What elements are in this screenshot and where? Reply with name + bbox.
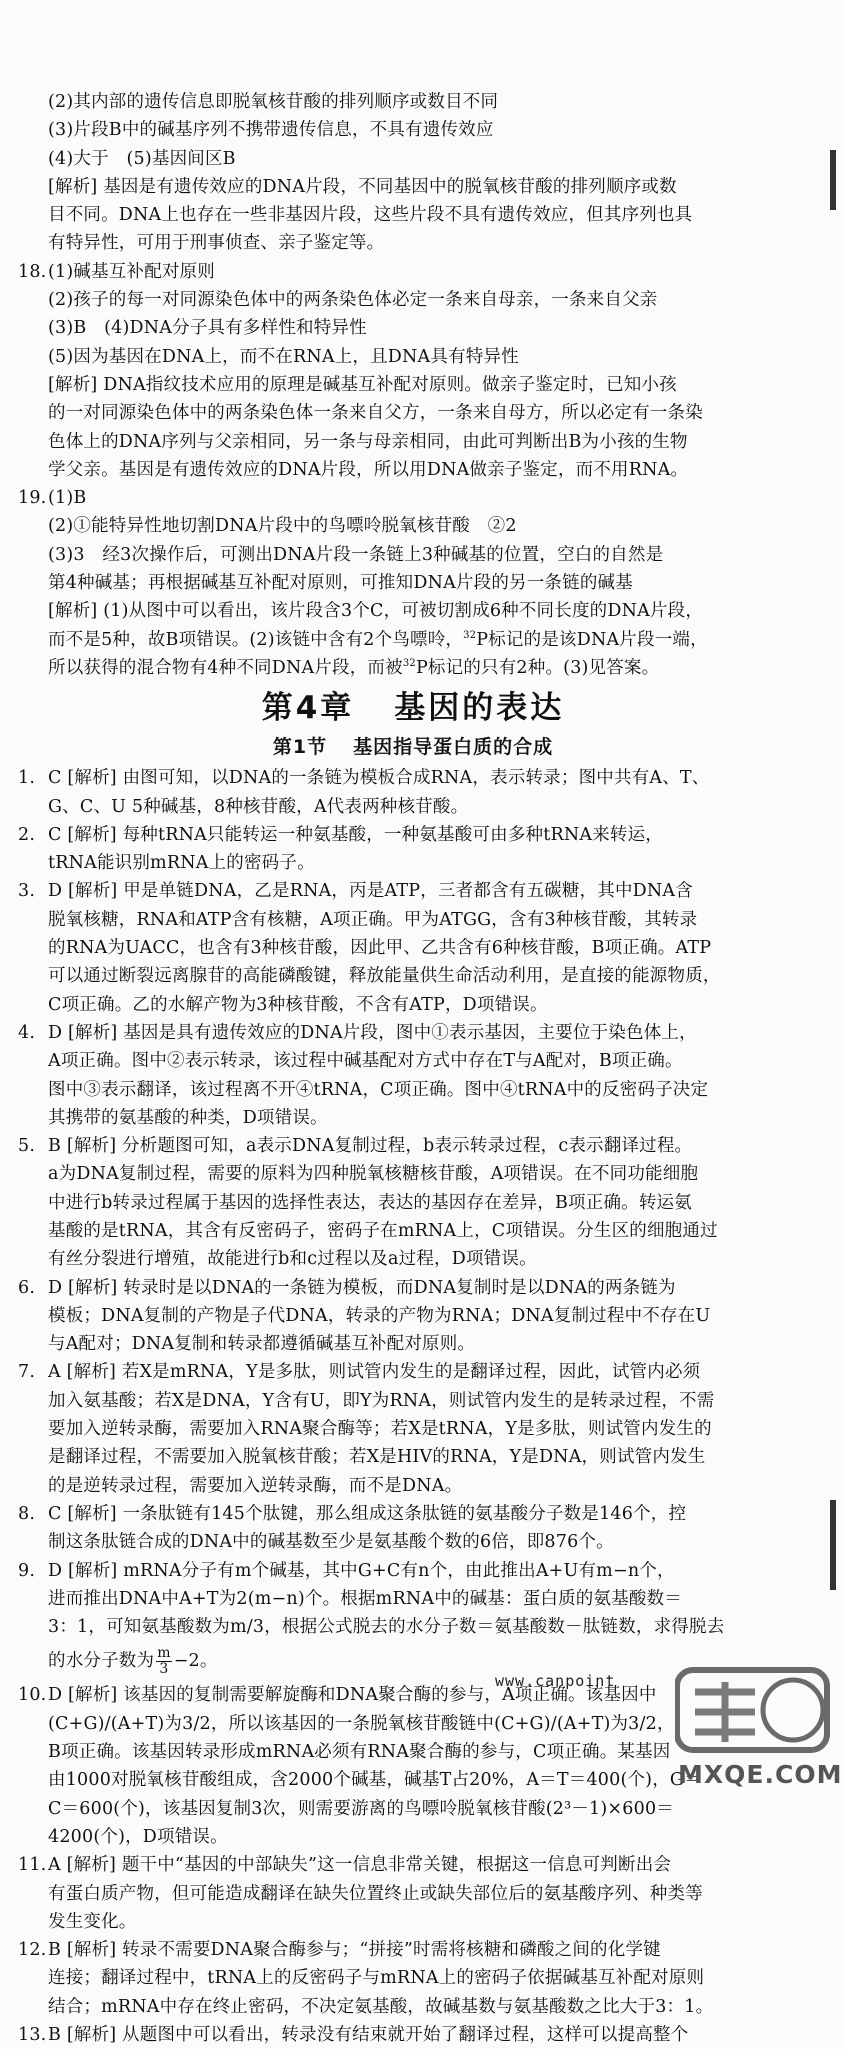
text-span: 制这条肽链合成的DNA中的碱基数至少是氨基酸个数的6倍，即876个。 — [48, 1532, 614, 1553]
text-line: [解析] 基因是有遗传效应的DNA片段，不同基因中的脱氧核苷酸的排列顺序或数 — [48, 176, 677, 197]
answer-number: 11. — [18, 1855, 47, 1876]
text-span: 所以获得的混合物有4种不同DNA片段，而被 — [48, 657, 403, 678]
text-span: 4200(个)，D项错误。 — [48, 1826, 228, 1847]
text-line — [18, 1104, 808, 1132]
text-line: 有特异性，可用于刑事侦查、亲子鉴定等。 — [48, 233, 385, 254]
text-line — [18, 1528, 808, 1556]
section-name: 基因指导蛋白质的合成 — [353, 736, 554, 759]
text-span: 3：1，可知氨基酸数为m/3，根据公式脱去的水分子数＝氨基酸数－肽链数，求得脱去 — [48, 1617, 725, 1638]
text-span: (C+G)/(A+T)为3/2，所以该基因的一条脱氧核苷酸链中(C+G)/(A+T)为3/2， — [48, 1713, 675, 1734]
answer-item-line — [18, 764, 808, 792]
answer-item-line — [18, 2021, 808, 2049]
text-span: (1)B — [48, 488, 87, 509]
answer-item-line — [18, 1500, 808, 1528]
answer-number: 4. — [18, 1022, 36, 1043]
text-span: 发生变化。 — [48, 1911, 137, 1932]
text-line: (3)B (4)DNA分子具有多样性和特异性 — [48, 318, 367, 339]
text-line — [18, 1908, 808, 1936]
text-line — [18, 1217, 808, 1245]
text-line: 第4种碱基；再根据碱基互补配对原则，可推知DNA片段的另一条链的碱基 — [48, 573, 633, 594]
text-span: 可以通过断裂远离腺苷的高能磷酸键，释放能量供生命活动利用，是直接的能源物质， — [48, 966, 721, 987]
text-line — [18, 654, 808, 682]
text-line — [18, 1330, 808, 1358]
text-span: 脱氧核糖，RNA和ATP含有核糖，A项正确。甲为ATGG，含有3种核苷酸，其转录 — [48, 909, 698, 930]
text-span: 结合；mRNA中存在终止密码，不决定氨基酸，故碱基数与氨基酸数之比大于3：1。 — [48, 1996, 714, 2017]
text-span: 要加入逆转录酶，需要加入RNA聚合酶等；若X是tRNA，Y是多肽，则试管内发生的 — [48, 1419, 712, 1440]
answer-list — [18, 764, 808, 2049]
text-span: −2。 — [173, 1651, 218, 1672]
answer-item-line — [18, 1936, 808, 1964]
text-line — [18, 991, 808, 1019]
text-line — [18, 626, 808, 654]
text-line: [解析] (1)从图中可以看出，该片段含3个C，可被切割成6种不同长度的DNA片段， — [48, 601, 704, 622]
answer-number: 7. — [18, 1362, 36, 1383]
text-line — [18, 962, 808, 990]
text-span: C＝600(个)，该基因复制3次，则需要游离的鸟嘌呤脱氧核苷酸(2³－1)×600＝ — [48, 1798, 674, 1819]
footer-website: www.canpoint — [495, 1672, 616, 1690]
answer-number: 2. — [18, 824, 36, 845]
answer-number: 12. — [18, 1940, 47, 1961]
text-line — [18, 1964, 808, 1992]
text-span: 有蛋白质产物，但可能造成翻译在缺失位置终止或缺失部位后的氨基酸序列、种类等 — [48, 1883, 703, 1904]
text-line — [18, 793, 808, 821]
text-line — [18, 1613, 808, 1641]
text-line — [18, 1076, 808, 1104]
text-line — [18, 1302, 808, 1330]
text-span: 模板；DNA复制的产物是子代DNA，转录的产物为RNA；DNA复制过程中不存在U — [48, 1305, 711, 1326]
scan-edge-mark — [830, 1500, 836, 1590]
text-span: B项正确。该基因转录形成mRNA必须有RNA聚合酶的参与，C项正确。某基因 — [48, 1742, 671, 1763]
text-line: 的一对同源染色体中的两条染色体一条来自父方，一条来自母方，所以必定有一条染 — [48, 403, 703, 424]
answer-number: 10. — [18, 1685, 47, 1706]
text-line — [18, 1993, 808, 2021]
text-line — [18, 1585, 808, 1613]
text-span: P标记的只有2种。(3)见答案。 — [415, 657, 660, 678]
text-span: 的是逆转录过程，需要加入逆转录酶，而不是DNA。 — [48, 1475, 463, 1496]
text-span: 连接；翻译过程中，tRNA上的反密码子与mRNA上的密码子依据碱基互补配对原则 — [48, 1968, 705, 1989]
text-line — [18, 1189, 808, 1217]
text-span: 的RNA为UACC，也含有3种核苷酸，因此甲、乙共含有6种核苷酸，B项正确。ATP — [48, 938, 712, 959]
text-span: G、C、U 5种碱基，8种核苷酸，A代表两种核苷酸。 — [48, 796, 469, 817]
answer-item-line — [18, 1557, 808, 1585]
text-span: P标记的是该DNA片段一端， — [476, 629, 708, 650]
text-span: 中进行b转录过程属于基因的选择性表达，表达的基因存在差异，B项正确。转运氨 — [48, 1192, 692, 1213]
section-number: 第1节 — [272, 736, 328, 759]
text-span: 其携带的氨基酸的种类，D项错误。 — [48, 1107, 328, 1128]
text-span: C项正确。乙的水解产物为3种核苷酸，不含有ATP，D项错误。 — [48, 994, 548, 1015]
text-line — [18, 1160, 808, 1188]
text-span: 与A配对；DNA复制和转录都遵循碱基互补配对原则。 — [48, 1334, 476, 1355]
answer-number: 5. — [18, 1136, 36, 1157]
section-title — [18, 730, 808, 764]
text-span: D [解析] 该基因的复制需要解旋酶和DNA聚合酶的参与，A项正确。该基因中 — [48, 1685, 657, 1706]
answer-item-line — [18, 1851, 808, 1879]
question-18-line — [18, 258, 808, 286]
text-span: 基酸的是tRNA，其含有反密码子，密码子在mRNA上，C项错误。分生区的细胞通过 — [48, 1220, 718, 1241]
text-line — [18, 849, 808, 877]
watermark-text: MXQE.COM — [678, 1760, 843, 1789]
chapter-number: 第4章 — [261, 690, 355, 727]
text-line — [18, 1415, 808, 1443]
text-span: A [解析] 题干中“基因的中部缺失”这一信息非常关键，根据这一信息可判断出会 — [48, 1855, 672, 1876]
text-line — [18, 1047, 808, 1075]
text-line: (3)3 经3次操作后，可测出DNA片段一条链上3种碱基的位置，空白的自然是 — [48, 544, 664, 565]
text-span: 的水分子数为 — [48, 1651, 155, 1672]
text-line — [18, 1795, 808, 1823]
answer-number: 6. — [18, 1277, 36, 1298]
text-span: 图中③表示翻译，该过程离不开④tRNA，C项正确。图中④tRNA中的反密码子决定 — [48, 1079, 709, 1100]
chapter-name: 基因的表达 — [394, 690, 565, 727]
text-line — [18, 1245, 808, 1273]
superscript: 32 — [463, 629, 477, 641]
text-span: D [解析] 转录时是以DNA的一条链为模板，而DNA复制时是以DNA的两条链为 — [48, 1277, 676, 1298]
answer-number: 13. — [18, 2025, 47, 2045]
text-span: C [解析] 一条肽链有145个肽键，那么组成这条肽链的氨基酸分子数是146个，控 — [48, 1503, 687, 1524]
text-line — [18, 1880, 808, 1908]
text-span: 由1000对脱氧核苷酸组成，含2000个碱基，碱基T占20%，A＝T＝400(个)，G＝ — [48, 1770, 702, 1791]
answer-item-line — [18, 821, 808, 849]
answer-number: 1. — [18, 768, 36, 789]
text-span: (1)碱基互补配对原则 — [48, 261, 215, 282]
question-number: 19. — [18, 488, 47, 509]
chapter-title — [18, 686, 808, 730]
text-line: (2)孩子的每一对同源染色体中的两条染色体必定一条来自母亲，一条来自父亲 — [48, 290, 658, 311]
answer-item-line — [18, 1274, 808, 1302]
text-line — [18, 1823, 808, 1851]
text-span: C [解析] 每种tRNA只能转运一种氨基酸，一种氨基酸可由多种tRNA来转运， — [48, 824, 663, 845]
text-line: (4)大于 (5)基因间区B — [48, 148, 236, 169]
answer-number: 8. — [18, 1503, 36, 1524]
answer-number: 3. — [18, 881, 36, 902]
answer-item-line — [18, 1132, 808, 1160]
text-span: tRNA能识别mRNA上的密码子。 — [48, 853, 315, 874]
text-line: [解析] DNA指纹技术应用的原理是碱基互补配对原则。做亲子鉴定时，已知小孩 — [48, 374, 677, 395]
text-span: 是翻译过程，不需要加入脱氧核苷酸；若X是HIV的RNA，Y是DNA，则试管内发生 — [48, 1447, 706, 1468]
text-line: 目不同。DNA上也存在一些非基因片段，这些片段不具有遗传效应，但其序列也具 — [48, 205, 693, 226]
scan-edge-mark — [830, 150, 836, 210]
text-span: B [解析] 从题图中可以看出，转录没有结束就开始了翻译过程，这样可以提高整个 — [48, 2025, 689, 2045]
text-line — [18, 906, 808, 934]
text-span: D [解析] 甲是单链DNA，乙是RNA，丙是ATP，三者都含有五碳糖，其中DNA含 — [48, 881, 693, 902]
text-span: 进而推出DNA中A+T为2(m−n)个。根据mRNA中的碱基：蛋白质的氨基酸数＝ — [48, 1588, 682, 1609]
answer-item-line — [18, 1019, 808, 1047]
denominator: 3 — [159, 1661, 169, 1678]
text-line — [18, 1472, 808, 1500]
text-line: (2)①能特异性地切割DNA片段中的鸟嘌呤脱氧核苷酸 ②2 — [48, 516, 517, 537]
text-span: 而不是5种，故B项错误。(2)该链中含有2个鸟嘌呤， — [48, 629, 464, 650]
text-span: A项正确。图中②表示转录，该过程中碱基配对方式中存在T与A配对，B项正确。 — [48, 1051, 683, 1072]
question-number: 18. — [18, 261, 47, 282]
text-line: 学父亲。基因是有遗传效应的DNA片段，所以用DNA做亲子鉴定，而不用RNA。 — [48, 459, 689, 480]
text-line: (2)其内部的遗传信息即脱氧核苷酸的排列顺序或数目不同 — [48, 92, 499, 112]
text-span: 加入氨基酸；若X是DNA，Y含有U，即Y为RNA，则试管内发生的是转录过程，不需 — [48, 1390, 715, 1411]
text-span: a为DNA复制过程，需要的原料为四种脱氧核糖核苷酸，A项错误。在不同功能细胞 — [48, 1164, 699, 1185]
answer-number: 9. — [18, 1560, 36, 1581]
answer-item-line — [18, 1358, 808, 1386]
text-span: 有丝分裂进行增殖，故能进行b和c过程以及a过程，D项错误。 — [48, 1249, 537, 1270]
text-line — [18, 1443, 808, 1471]
text-span: C [解析] 由图可知，以DNA的一条链为模板合成RNA，表示转录；图中共有A、T、 — [48, 768, 710, 789]
superscript: 32 — [402, 658, 416, 670]
text-span: D [解析] 基因是具有遗传效应的DNA片段，图中①表示基因，主要位于染色体上， — [48, 1022, 697, 1043]
numerator: m — [157, 1645, 171, 1662]
text-line: 色体上的DNA序列与父亲相同，另一条与母亲相同，由此可判断出B为小孩的生物 — [48, 431, 688, 452]
text-line — [18, 1387, 808, 1415]
text-span: B [解析] 转录不需要DNA聚合酶参与；“拼接”时需将核糖和磷酸之间的化学键 — [48, 1940, 661, 1961]
question-19-line — [18, 484, 808, 512]
text-line: (5)因为基因在DNA上，而不在RNA上，且DNA具有特异性 — [48, 346, 519, 367]
fraction — [156, 1646, 171, 1677]
answer-item-line — [18, 877, 808, 905]
text-line: (3)片段B中的碱基序列不携带遗传信息，不具有遗传效应 — [48, 120, 494, 141]
text-span: A [解析] 若X是mRNA，Y是多肽，则试管内发生的是翻译过程，因此，试管内必须 — [48, 1362, 701, 1383]
text-span: D [解析] mRNA分子有m个碱基，其中G+C有n个，由此推出A+U有m−n个， — [48, 1560, 675, 1581]
text-span: B [解析] 分析题图可知，a表示DNA复制过程，b表示转录过程，c表示翻译过程。 — [48, 1136, 693, 1157]
text-line — [18, 934, 808, 962]
